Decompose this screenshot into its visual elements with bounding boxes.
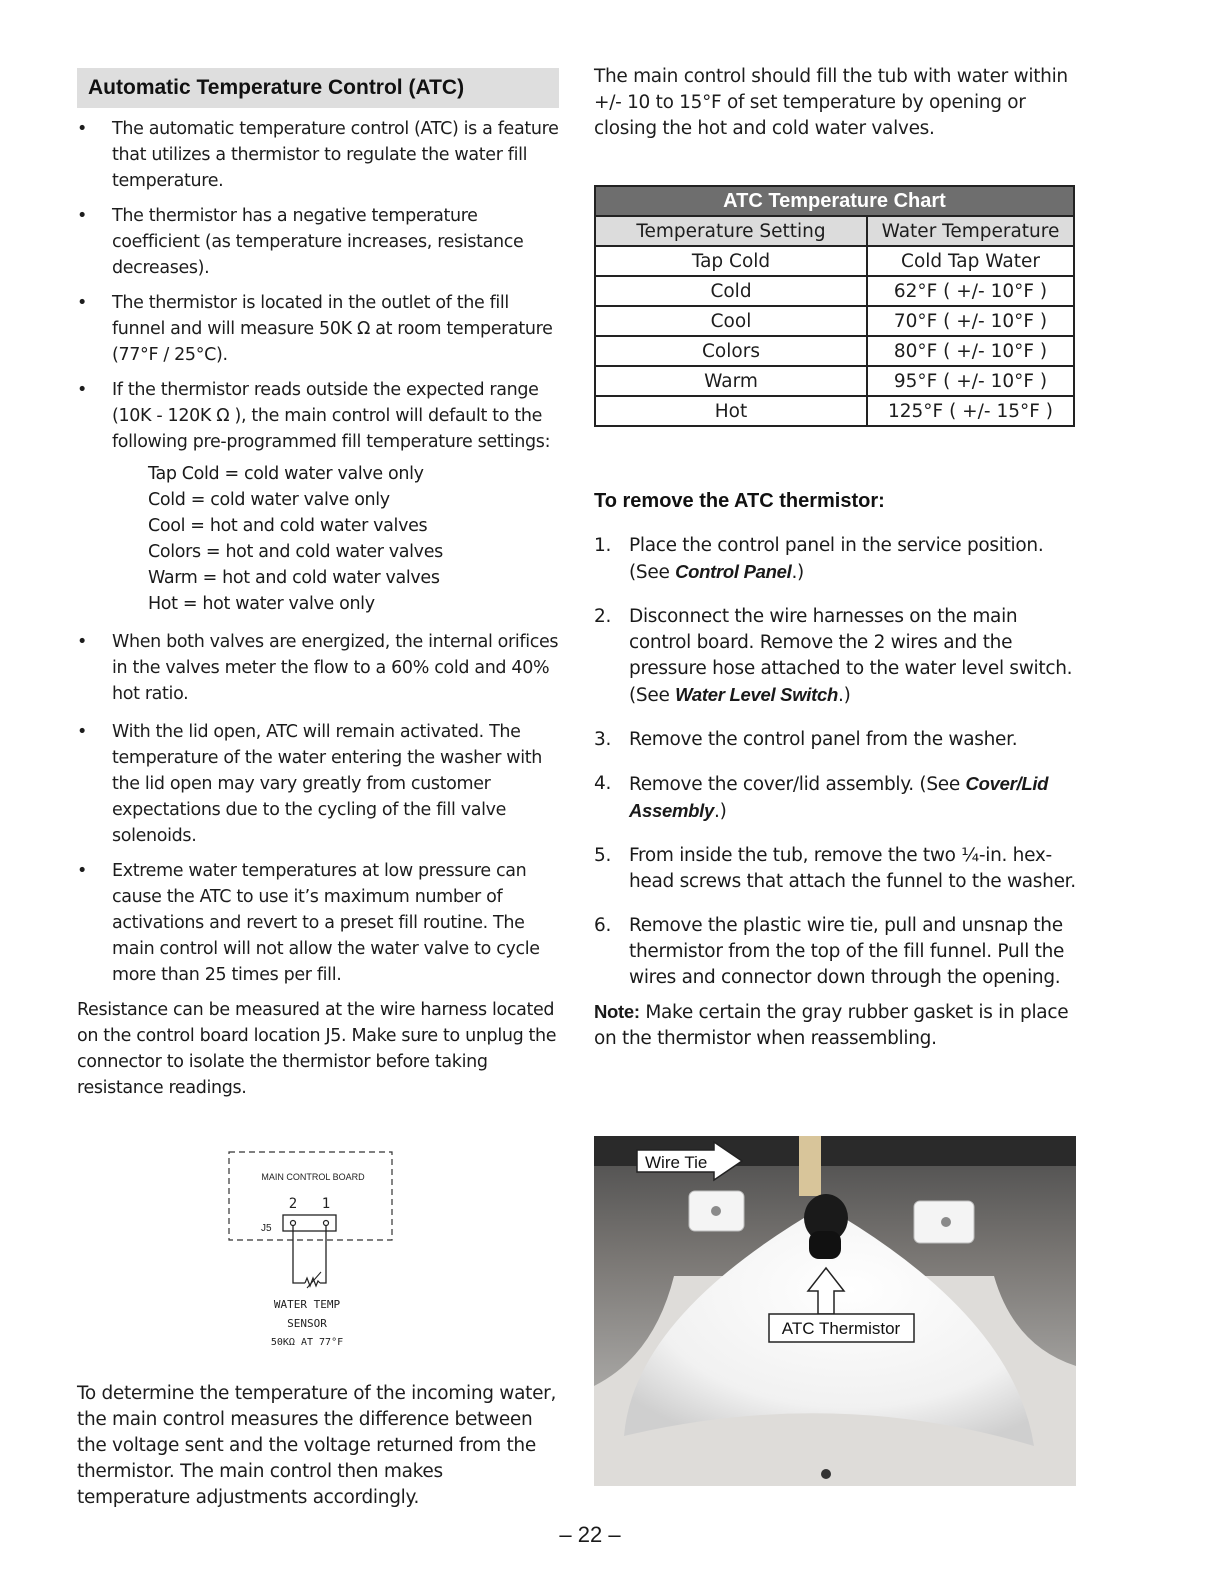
table-cell: Colors bbox=[595, 336, 867, 366]
step-number: 5. bbox=[594, 845, 612, 866]
step-text-end: .) bbox=[837, 685, 851, 706]
board-outline bbox=[229, 1152, 392, 1240]
sensor-label-1: WATER TEMP bbox=[273, 1298, 341, 1311]
cover-lid-ref: Cover/Lid Assembly bbox=[629, 773, 1049, 821]
sensor-label-2: SENSOR bbox=[287, 1317, 327, 1330]
bullet-item bbox=[77, 377, 559, 455]
board-label: MAIN CONTROL BOARD bbox=[261, 1172, 365, 1182]
step-item bbox=[594, 843, 1076, 895]
bullet-text: The automatic temperature control (ATC) is a feature that utilizes a thermistor to regulate the water fill temperature. bbox=[112, 119, 559, 191]
table-cell: Cold bbox=[595, 276, 867, 306]
step-item bbox=[594, 771, 1076, 825]
table-row bbox=[595, 366, 1074, 396]
bullet-text: With the lid open, ATC will remain activated. The temperature of the water entering the washer with the lid open may vary greatly from customer expectations due to the cycling of the fill valve solenoids. bbox=[112, 722, 543, 846]
thermistor-body bbox=[809, 1231, 841, 1259]
default-setting: Cold = cold water valve only bbox=[148, 490, 390, 510]
right-mount-hole bbox=[941, 1217, 951, 1227]
wire-right bbox=[320, 1225, 326, 1283]
page-number: – 22 – bbox=[559, 1522, 621, 1547]
atc-bullet-list bbox=[77, 116, 559, 455]
bullet-text: The thermistor has a negative temperature coefficient (as temperature increases, resistance decreases). bbox=[112, 206, 524, 278]
bullet-item bbox=[77, 203, 559, 281]
table-row bbox=[595, 336, 1074, 366]
resistance-paragraph: Resistance can be measured at the wire harness located on the control board location J5. Make sure to unplug the connector to isolate the thermistor before taking resistance readings. bbox=[77, 1000, 557, 1098]
wire-left bbox=[293, 1225, 305, 1283]
atc-temperature-table bbox=[594, 185, 1075, 427]
table-cell: 62°F ( +/- 10°F ) bbox=[867, 276, 1074, 306]
bullet-text: Extreme water temperatures at low pressure can cause the ATC to use it’s maximum number of activations and revert to a preset fill routine. The main control will not allow the water valve to cycle more than 25 times per fill. bbox=[112, 861, 540, 985]
step-text: Remove the plastic wire tie, pull and unsnap the thermistor from the top of the fill funnel. Pull the wires and connector down through the opening. bbox=[629, 915, 1065, 988]
bullet-item bbox=[77, 858, 559, 988]
left-column bbox=[77, 68, 559, 1101]
atc-bullet-list-2 bbox=[77, 629, 559, 988]
step-text: Place the control panel in the service position. (See bbox=[629, 535, 1044, 583]
pin2-label: 2 bbox=[288, 1196, 298, 1212]
connector-label: J5 bbox=[261, 1223, 272, 1234]
table-cell: 125°F ( +/- 15°F ) bbox=[867, 396, 1074, 426]
sensor-label-3: 50KΩ AT 77°F bbox=[270, 1337, 344, 1348]
table-cell: Cool bbox=[595, 306, 867, 336]
step-text: Remove the cover/lid assembly. (See bbox=[629, 774, 966, 795]
bullet-text: The thermistor is located in the outlet of the fill funnel and will measure 50K Ω at room temperature (77°F / 25°C). bbox=[112, 293, 553, 365]
step-item bbox=[594, 604, 1076, 709]
bullet-dot: • bbox=[77, 119, 87, 139]
step-number: 6. bbox=[594, 915, 612, 936]
default-setting: Hot = hot water valve only bbox=[148, 594, 375, 614]
table-cell: 80°F ( +/- 10°F ) bbox=[867, 336, 1074, 366]
default-settings-list bbox=[148, 461, 559, 617]
left-mount-hole bbox=[711, 1206, 721, 1216]
bullet-item bbox=[77, 719, 559, 849]
table-row bbox=[595, 276, 1074, 306]
table-header-setting: Temperature Setting bbox=[595, 216, 867, 246]
pin2-dot bbox=[291, 1221, 296, 1226]
default-setting: Colors = hot and cold water valves bbox=[148, 542, 443, 562]
thermistor-photo bbox=[594, 1136, 1076, 1486]
thermistor-slash bbox=[307, 1272, 321, 1288]
bullet-dot: • bbox=[77, 293, 87, 313]
table-cell: 95°F ( +/- 10°F ) bbox=[867, 366, 1074, 396]
bullet-dot: • bbox=[77, 632, 87, 652]
section-heading: Automatic Temperature Control (ATC) bbox=[77, 68, 559, 108]
table-row bbox=[595, 396, 1074, 426]
bullet-dot: • bbox=[77, 206, 87, 226]
removal-steps bbox=[594, 533, 1076, 991]
bullet-item bbox=[77, 116, 559, 194]
step-item bbox=[594, 913, 1076, 991]
atc-thermistor-label: ATC Thermistor bbox=[781, 1319, 901, 1338]
step-text-end: .) bbox=[791, 562, 804, 583]
schematic-svg bbox=[225, 1148, 400, 1353]
step-number: 3. bbox=[594, 729, 612, 750]
bullet-dot: • bbox=[77, 380, 87, 400]
default-setting: Tap Cold = cold water valve only bbox=[148, 464, 424, 484]
right-column bbox=[594, 64, 1076, 1052]
table-cell: Cold Tap Water bbox=[867, 246, 1074, 276]
pin1-label: 1 bbox=[321, 1196, 331, 1212]
control-panel-ref: Control Panel bbox=[675, 561, 792, 582]
bullet-text: If the thermistor reads outside the expected range (10K - 120K Ω ), the main control will default to the following pre-programmed fill temperature settings: bbox=[112, 380, 551, 452]
step-number: 1. bbox=[594, 535, 612, 556]
step-text: Remove the control panel from the washer. bbox=[629, 729, 1018, 750]
schematic-diagram bbox=[225, 1148, 400, 1353]
pin1-dot bbox=[324, 1221, 329, 1226]
table-cell: Tap Cold bbox=[595, 246, 867, 276]
intro-paragraph: The main control should fill the tub with water within +/- 10 to 15°F of set temperature by opening or closing the hot and cold water valves. bbox=[594, 66, 1068, 139]
table-row bbox=[595, 306, 1074, 336]
table-cell: Hot bbox=[595, 396, 867, 426]
table-cell: 70°F ( +/- 10°F ) bbox=[867, 306, 1074, 336]
water-level-switch-ref: Water Level Switch bbox=[675, 684, 838, 705]
table-cell: Warm bbox=[595, 366, 867, 396]
default-setting: Warm = hot and cold water valves bbox=[148, 568, 440, 588]
table-row bbox=[595, 246, 1074, 276]
funnel-screw bbox=[821, 1469, 831, 1479]
bullet-item bbox=[77, 629, 559, 707]
step-item bbox=[594, 533, 1076, 586]
photo-svg bbox=[594, 1136, 1076, 1486]
step-text: Disconnect the wire harnesses on the main control board. Remove the 2 wires and the pressure hose attached to the water level switch. (See bbox=[629, 606, 1073, 706]
bullet-dot: • bbox=[77, 722, 87, 742]
bullet-dot: • bbox=[77, 861, 87, 881]
bullet-item bbox=[77, 290, 559, 368]
note-text: Make certain the gray rubber gasket is in place on the thermistor when reassembling. bbox=[594, 1002, 1069, 1049]
step-number: 2. bbox=[594, 606, 612, 627]
step-text: From inside the tub, remove the two ¼-in. hex-head screws that attach the funnel to the washer. bbox=[629, 845, 1076, 892]
note-paragraph bbox=[594, 999, 1076, 1052]
default-setting: Cool = hot and cold water valves bbox=[148, 516, 428, 536]
step-text-end: .) bbox=[714, 801, 727, 822]
table-title: ATC Temperature Chart bbox=[595, 186, 1074, 216]
wire-harness bbox=[799, 1136, 821, 1196]
voltage-paragraph: To determine the temperature of the incoming water, the main control measures the difference between the voltage sent and the voltage returned from the thermistor. The main control then makes temperature adjustments accordingly. bbox=[77, 1383, 557, 1508]
step-item bbox=[594, 727, 1076, 753]
voltage-paragraph-block bbox=[77, 1381, 559, 1511]
remove-heading: To remove the ATC thermistor: bbox=[594, 490, 885, 512]
step-number: 4. bbox=[594, 773, 612, 794]
note-label: Note: bbox=[594, 1001, 640, 1022]
wire-tie-label: Wire Tie bbox=[645, 1153, 708, 1172]
table-header-water-temp: Water Temperature bbox=[867, 216, 1074, 246]
bullet-text: When both valves are energized, the internal orifices in the valves meter the flow to a 60% cold and 40% hot ratio. bbox=[112, 632, 559, 704]
